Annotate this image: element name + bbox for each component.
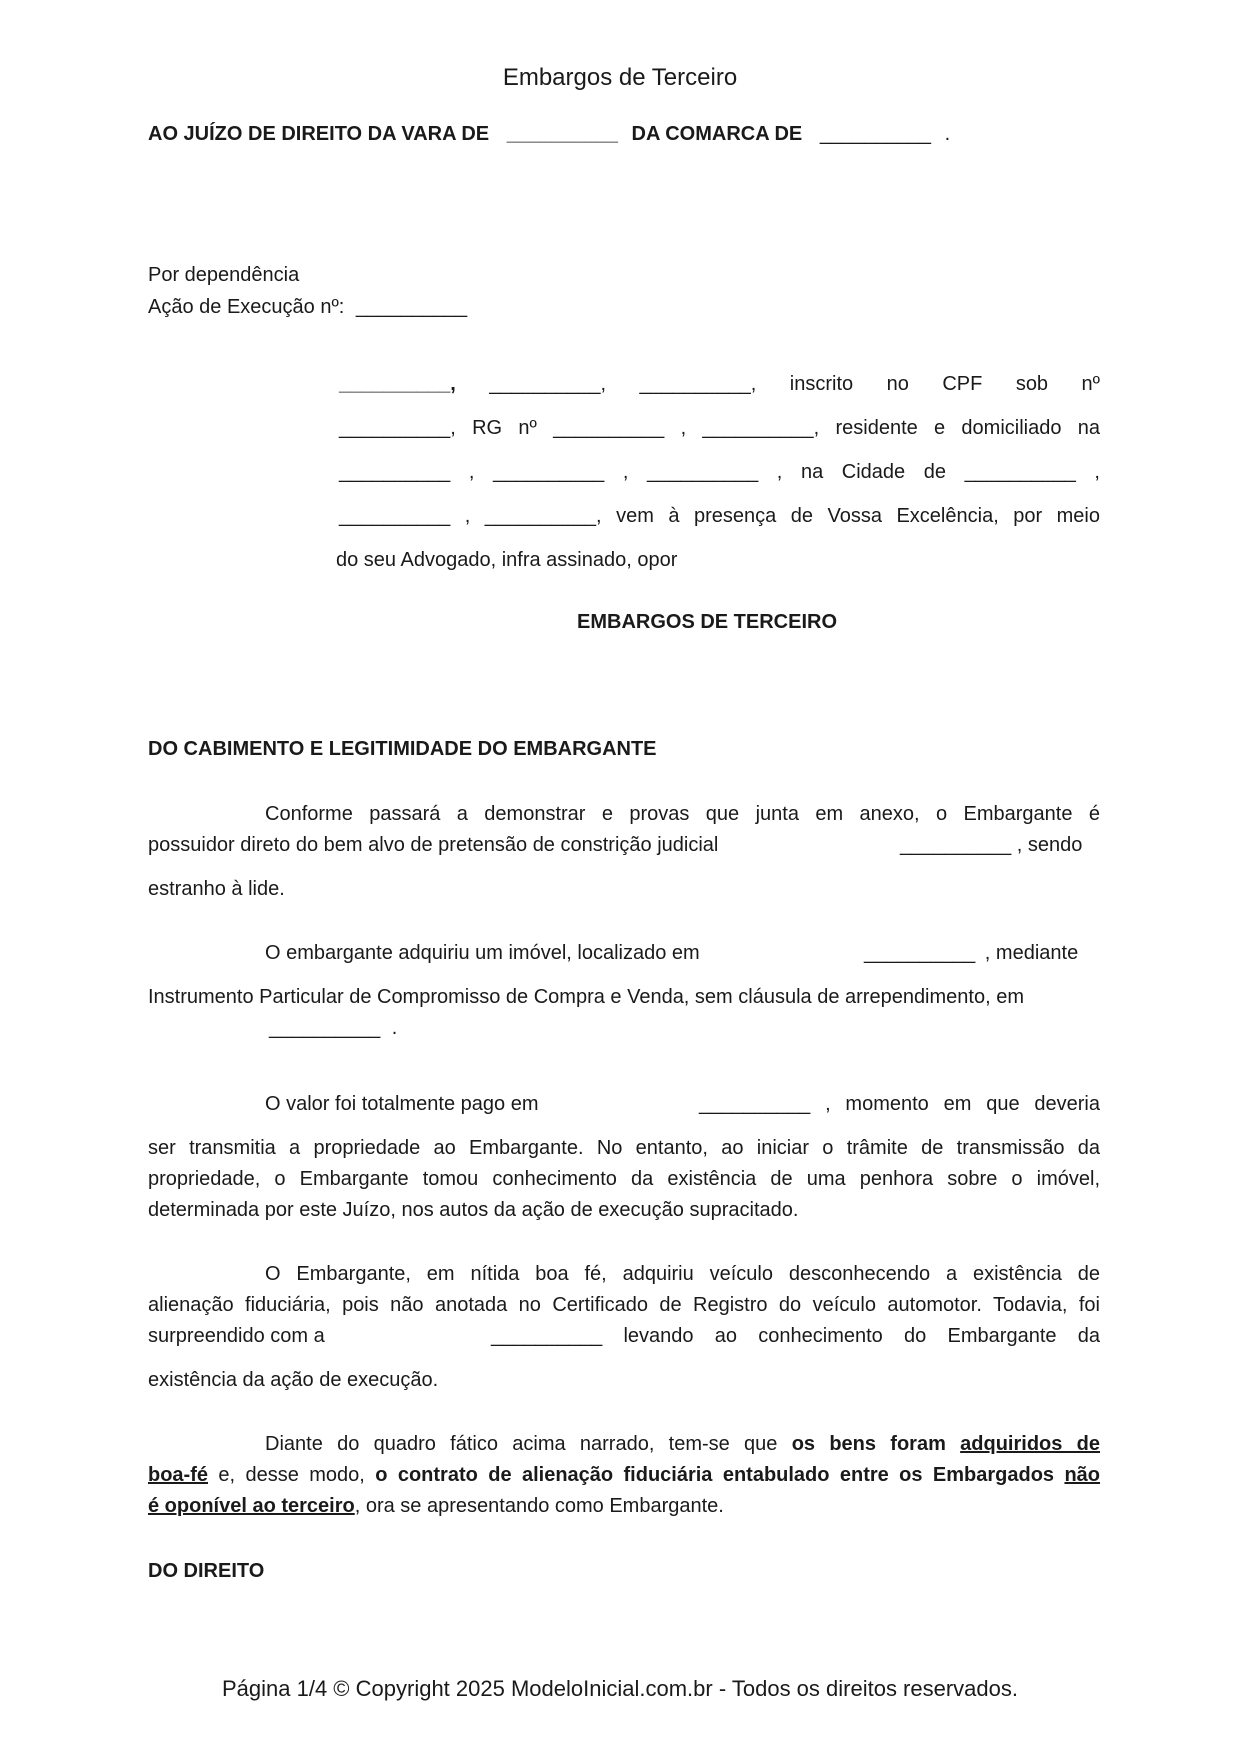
payment-date-blank: __________ bbox=[699, 1093, 811, 1115]
marital-status-blank: __________ bbox=[639, 373, 751, 395]
p2-line-1-blank: __________ , mediante bbox=[864, 942, 1079, 964]
qualification-line-3: __________ , __________ , __________ , na Cidade de __________ , bbox=[339, 461, 1100, 483]
p5-line-3: é oponível ao terceiro, ora se apresentando como Embargante. bbox=[148, 1495, 724, 1517]
execution-number-blank: __________ bbox=[355, 296, 468, 318]
p1-line-1: Conforme passará a demonstrar e provas que junta em anexo, o Embargante é bbox=[265, 803, 1100, 825]
page-header-title: Embargos de Terceiro bbox=[502, 64, 738, 91]
nationality-blank: __________ bbox=[489, 373, 601, 395]
state-blank: __________ bbox=[339, 505, 451, 527]
page-footer: Página 1/4 © Copyright 2025 ModeloInicial.com.br - Todos os direitos reservados. bbox=[222, 1676, 1018, 1701]
p2-line-2: Instrumento Particular de Compromisso de Compra e Venda, sem cláusula de arrependimento, em bbox=[148, 986, 1024, 1008]
district-blank: __________ bbox=[646, 461, 759, 483]
p4-line-1: O Embargante, em nítida boa fé, adquiriu veículo desconhecendo a existência de bbox=[265, 1263, 1100, 1285]
p5-line-1: Diante do quadro fático acima narrado, tem-se que os bens foram adquiridos de bbox=[265, 1433, 1101, 1455]
city-blank: __________ bbox=[964, 461, 1076, 483]
execution-line bbox=[148, 297, 467, 317]
rg-blank: __________ bbox=[553, 417, 665, 439]
court-address bbox=[148, 124, 950, 144]
p5-line-2: boa-fé e, desse modo, o contrato de alienação fiduciária entabulado entre os Embargados não bbox=[148, 1464, 1101, 1486]
p3-line-1a: O valor foi totalmente pago em bbox=[265, 1093, 539, 1115]
document-title: EMBARGOS DE TERCEIRO bbox=[577, 611, 838, 633]
p4-line-3-rest: __________ levando ao conhecimento do Embargante da bbox=[491, 1325, 1100, 1347]
p4-line-3a: surpreendido com a bbox=[148, 1325, 325, 1347]
p4-line-4: existência da ação de execução. bbox=[148, 1369, 439, 1391]
court-address-text: AO JUÍZO DE DIREITO DA VARA DE bbox=[148, 123, 490, 145]
qualification-line-2: __________, RG nº __________ , __________, residente e domiciliado na bbox=[339, 417, 1101, 439]
contract-date-blank: __________ bbox=[269, 1017, 381, 1039]
p3-line-3: propriedade, o Embargante tomou conhecimento da existência de uma penhora sobre o imóvel, bbox=[148, 1168, 1100, 1190]
p2-line-1a: O embargante adquiriu um imóvel, localizado em bbox=[265, 942, 700, 964]
p3-line-4: determinada por este Juízo, nos autos da ação de execução supracitado. bbox=[148, 1199, 799, 1221]
property-location-blank: __________ bbox=[864, 942, 976, 964]
section-heading-cabimento: DO CABIMENTO E LEGITIMIDADE DO EMBARGANTE bbox=[148, 738, 657, 760]
p2-line-3: __________ . bbox=[269, 1017, 398, 1039]
p1-line-3: estranho à lide. bbox=[148, 878, 285, 900]
p3-line-2: ser transmitia a propriedade ao Embargante. No entanto, ao iniciar o trâmite de transmissão da bbox=[148, 1137, 1100, 1159]
court-address-period: . bbox=[944, 123, 951, 145]
number-blank: __________ bbox=[492, 461, 605, 483]
qualification-line-1: __________, __________, __________, inscrito no CPF sob nº bbox=[339, 373, 1100, 395]
party-name-blank: __________ bbox=[339, 373, 451, 395]
qualification-line-5: do seu Advogado, infra assinado, opor bbox=[336, 549, 678, 571]
judicial-constraint-blank: __________ bbox=[900, 834, 1012, 856]
p1-line-2-blank: __________ , sendo bbox=[900, 834, 1083, 856]
cpf-blank: __________ bbox=[339, 417, 451, 439]
street-blank: __________ bbox=[339, 461, 451, 483]
section-heading-direito: DO DIREITO bbox=[148, 1560, 265, 1582]
p4-line-2: alienação fiduciária, pois não anotada no Certificado de Registro do veículo automotor. Todavia, foi bbox=[148, 1294, 1100, 1316]
execution-label: Ação de Execução nº: bbox=[148, 296, 345, 318]
dependency-label: Por dependência bbox=[148, 264, 300, 286]
p3-line-1-rest: __________ , momento em que deveria bbox=[699, 1093, 1101, 1115]
p1-line-2a: possuidor direto do bem alvo de pretensão de constrição judicial bbox=[148, 834, 719, 856]
qualification-line-4: __________ , __________, vem à presença de Vossa Excelência, por meio bbox=[339, 505, 1100, 527]
zip-blank: __________ bbox=[484, 505, 597, 527]
court-comarca-blank: __________ bbox=[819, 123, 932, 145]
court-comarca-text: DA COMARCA DE bbox=[631, 123, 803, 145]
court-vara-blank: __________ bbox=[506, 123, 618, 145]
rg-issuer-blank: __________ bbox=[702, 417, 814, 439]
notification-blank: __________ bbox=[491, 1325, 603, 1347]
